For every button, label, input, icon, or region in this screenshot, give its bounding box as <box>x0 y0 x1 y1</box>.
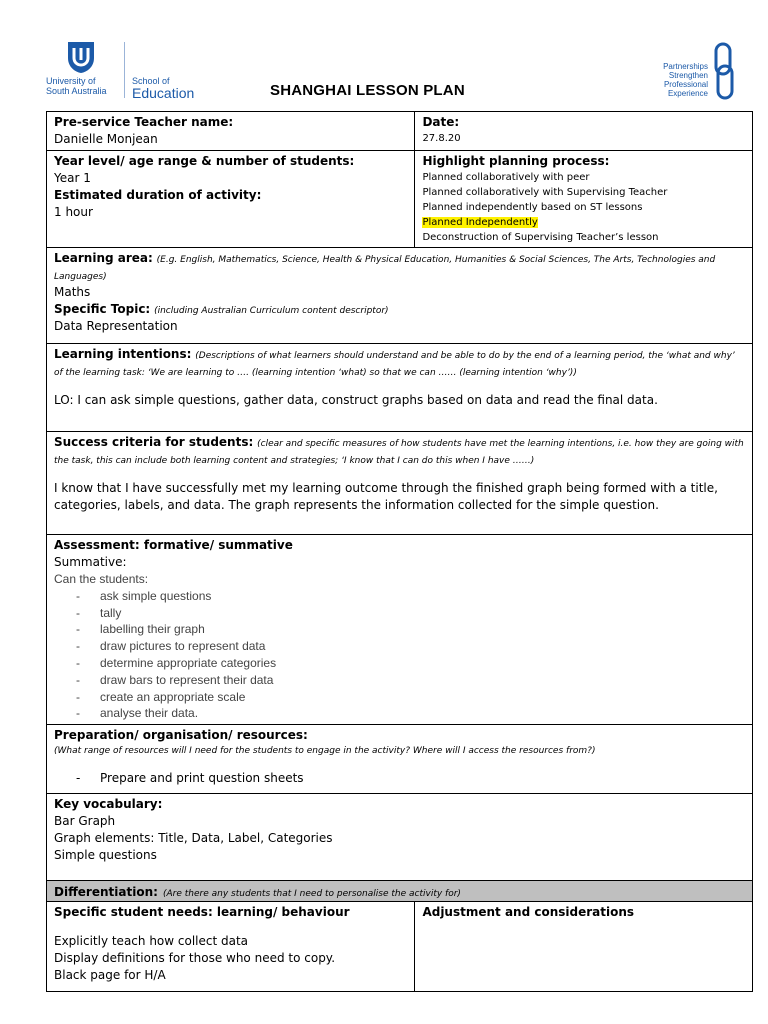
pspe-logo <box>606 42 736 102</box>
planning-option: Planned independently based on ST lessons <box>422 202 643 213</box>
vocab-label: Key vocabulary: <box>54 797 163 812</box>
assessment-label: Assessment: formative/ summative <box>54 538 293 552</box>
page-title: SHANGHAI LESSON PLAN <box>270 82 465 99</box>
assessment-cell <box>47 535 753 725</box>
year-label: Year level/ age range & number of students: <box>54 154 355 168</box>
planning-cell <box>415 151 753 248</box>
year-row <box>47 151 753 248</box>
assessment-sub-label: Summative: <box>54 555 127 569</box>
pspe-line3: Professional <box>663 80 708 89</box>
intentions-cell <box>47 344 753 432</box>
success-row <box>47 432 753 535</box>
adjust-label: Adjustment and considerations <box>422 905 635 920</box>
intentions-label: Learning intentions: <box>54 347 192 361</box>
planning-option: Deconstruction of Supervising Teacher’s lesson <box>422 232 659 243</box>
assessment-intro: Can the students: <box>54 572 149 586</box>
list-item: - draw bars to represent their data <box>76 672 745 689</box>
school-name <box>132 76 194 101</box>
preparation-hint: (What range of resources will I need for the students to engage in the activity? Where will I access the resources from?) <box>54 746 596 757</box>
pspe-mark-icon <box>712 42 736 100</box>
learning-area-cell <box>47 248 753 344</box>
duration-value: 1 hour <box>54 205 93 219</box>
lesson-plan-table <box>46 111 753 992</box>
assessment-list <box>54 588 745 722</box>
preparation-list <box>54 770 745 787</box>
duration-label: Estimated duration of activity: <box>54 188 262 202</box>
needs-row <box>47 902 753 992</box>
preparation-label: Preparation/ organisation/ resources: <box>54 728 308 743</box>
teacher-row <box>47 112 753 151</box>
list-item: - create an appropriate scale <box>76 689 745 706</box>
adjust-cell <box>415 902 753 992</box>
unisa-shield-icon <box>66 40 96 74</box>
success-label: Success criteria for students: <box>54 435 254 449</box>
date-label: Date: <box>422 115 460 129</box>
vocab-cell <box>47 794 753 881</box>
date-value: 27.8.20 <box>422 133 461 144</box>
intentions-row <box>47 344 753 432</box>
planning-option-highlighted: Planned Independently <box>422 217 538 228</box>
school-line2: Education <box>132 85 195 101</box>
success-cell <box>47 432 753 535</box>
teacher-cell <box>47 112 415 151</box>
unisa-logo <box>46 40 206 102</box>
list-item: - draw pictures to represent data <box>76 638 745 655</box>
teacher-name: Danielle Monjean <box>54 132 158 146</box>
date-cell <box>415 112 753 151</box>
vocab-row <box>47 794 753 881</box>
planning-label: Highlight planning process: <box>422 154 610 168</box>
learning-area-hint: (E.g. English, Mathematics, Science, Health & Physical Education, Humanities & Social Sciences, The Arts, Technologies and Languages) <box>54 255 716 282</box>
planning-option: Planned collaboratively with peer <box>422 172 590 183</box>
school-line1: School of <box>132 76 170 86</box>
year-cell <box>47 151 415 248</box>
topic-label: Specific Topic: <box>54 302 151 316</box>
needs-cell <box>47 902 415 992</box>
unisa-name <box>46 76 107 96</box>
learning-area-row <box>47 248 753 344</box>
list-item: - analyse their data. <box>76 705 745 722</box>
needs-line: Black page for H/A <box>54 968 166 983</box>
differentiation-row <box>47 881 753 902</box>
needs-line: Explicitly teach how collect data <box>54 934 249 949</box>
pspe-line1: Partnerships <box>663 62 708 71</box>
differentiation-label: Differentiation: <box>54 885 158 900</box>
vocab-line: Bar Graph <box>54 814 116 829</box>
intentions-hint: (Descriptions of what learners should understand and be able to do by the end of a learning period, the ‘what and why’ of the learning task: ‘We are learning to …. (learning intention ‘what) so that we can …… (learning intention ‘why’)) <box>54 351 735 378</box>
differentiation-header-cell <box>47 881 753 902</box>
list-item: - determine appropriate categories <box>76 655 745 672</box>
year-value: Year 1 <box>54 171 91 185</box>
pspe-text <box>663 62 708 98</box>
planning-option: Planned collaboratively with Supervising Teacher <box>422 187 668 198</box>
intentions-value: LO: I can ask simple questions, gather data, construct graphs based on data and read the final data. <box>54 393 658 407</box>
success-value: I know that I have successfully met my learning outcome through the finished graph being formed with a title, categories, labels, and data. The graph represents the information collected for the simple question. <box>54 481 718 512</box>
pspe-line2: Strengthen <box>668 71 708 80</box>
teacher-label: Pre-service Teacher name: <box>54 115 234 129</box>
unisa-name-line2: South Australia <box>46 86 107 96</box>
list-item: - ask simple questions <box>76 588 745 605</box>
unisa-name-line1: University of <box>46 76 96 86</box>
list-item: - labelling their graph <box>76 621 745 638</box>
learning-area-label: Learning area: <box>54 251 153 265</box>
logo-divider <box>124 42 125 98</box>
pspe-line4: Experience <box>667 89 708 98</box>
preparation-cell <box>47 725 753 794</box>
vocab-line: Simple questions <box>54 848 157 863</box>
learning-area-value: Maths <box>54 285 91 299</box>
preparation-row <box>47 725 753 794</box>
topic-value: Data Representation <box>54 319 178 333</box>
list-item: - tally <box>76 605 745 622</box>
vocab-line: Graph elements: Title, Data, Label, Categories <box>54 831 333 846</box>
success-hint: (clear and specific measures of how students have met the learning intentions, i.e. how they are going with the task, this can include both learning content and strategies; ‘I know that I can do this when I have ……) <box>54 439 744 466</box>
list-item: - Prepare and print question sheets <box>76 770 745 787</box>
differentiation-hint: (Are there any students that I need to personalise the activity for) <box>163 889 461 900</box>
assessment-row <box>47 535 753 725</box>
needs-label: Specific student needs: learning/ behaviour <box>54 905 350 920</box>
needs-line: Display definitions for those who need to copy. <box>54 951 336 966</box>
topic-hint: (including Australian Curriculum content descriptor) <box>154 306 389 316</box>
